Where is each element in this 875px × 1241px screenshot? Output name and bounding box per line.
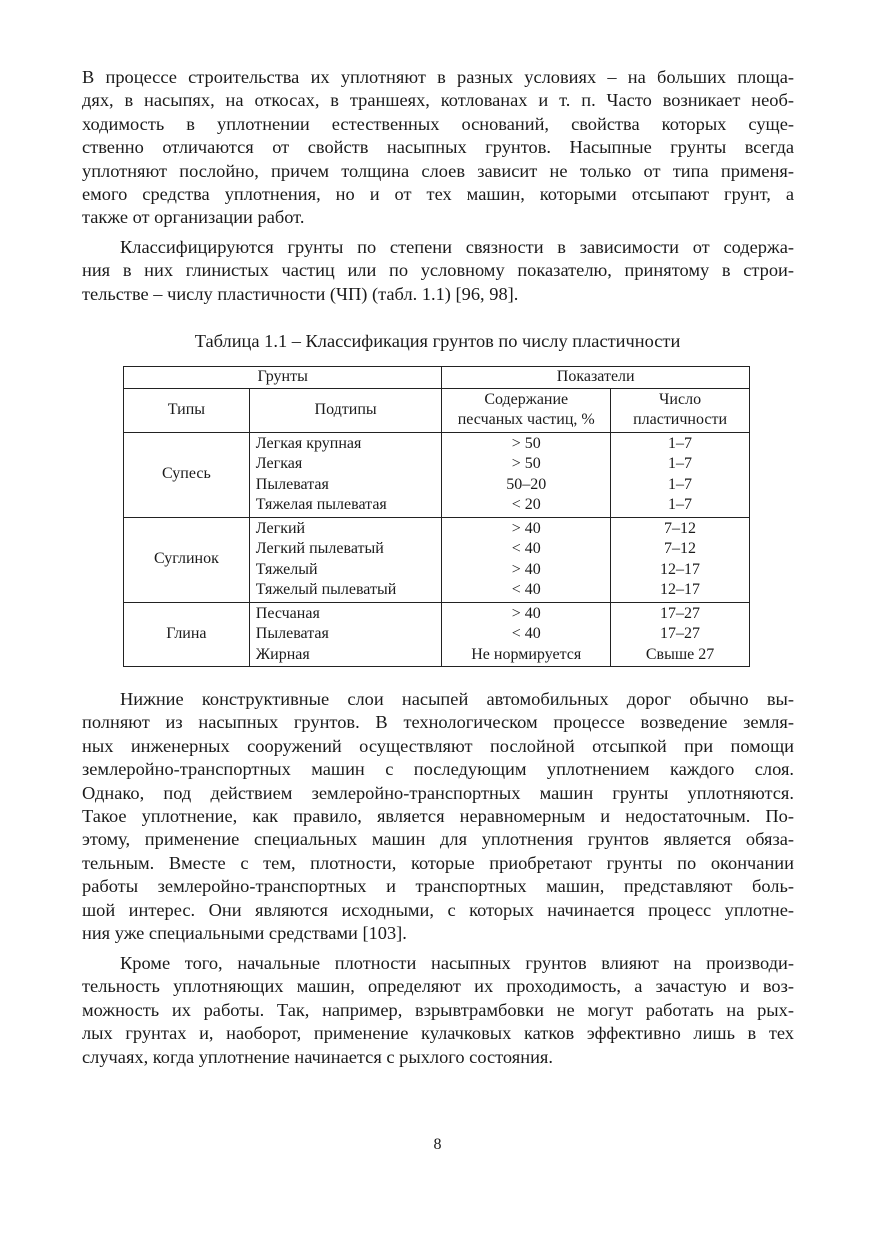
cell-line: 7–12 [664,540,697,557]
cell-line: Тяжелый [255,560,318,578]
cell-line: > 50 [511,455,541,472]
cell-line: 17–27 [660,604,701,622]
soil-classification-table [123,366,750,667]
cell-line: Пылеватая [255,625,329,642]
table-header-row-2 [124,388,750,432]
text-line: ходимость в уплотнении естественных оснований, свойства которых суще- [82,113,794,134]
header-plasticity-index: Число пластичности [611,388,750,432]
cell-line: > 40 [511,519,541,537]
cell-line: 1–7 [668,455,693,472]
cell-line: 1–7 [668,475,693,493]
plasticity-index-cell [611,517,750,602]
text-line: можность их работы. Так, например, взрывтрамбовки не могут работать на рых- [82,999,794,1020]
table-row [124,432,750,517]
text-line: этому, применение специальных машин для уплотнения грунтов является обяза- [82,829,794,850]
table-body [124,432,750,667]
paragraph-1 [82,66,794,230]
text-line: случаях, когда уплотнение начинается с рыхлого состояния. [82,1046,553,1067]
cell-line: Легкий [255,519,306,537]
text-line: Нижние конструктивные слои насыпей автомобильных дорог обычно вы- [120,689,794,709]
text-line: уплотняют послойно, причем толщина слоев зависит не только от типа применя- [82,160,794,181]
cell-line: 12–17 [660,581,701,598]
text-line: тельность уплотняющих машин, определяют их проходимость, а зачастую и воз- [82,976,794,997]
table-row [124,517,750,602]
cell-line: < 40 [511,581,541,598]
cell-line: Легкий пылеватый [255,540,384,557]
cell-line: Легкая крупная [255,434,362,452]
table-row [124,602,750,667]
text-line: ния уже специальными средствами [103]. [82,923,407,944]
cell-line: > 40 [511,604,541,622]
cell-line: < 40 [511,540,541,557]
text-line: дях, в насыпях, на откосах, в траншеях, котлованах и т. п. Часто возникает необ- [82,90,794,111]
text-line: шой интерес. Они являются исходными, с которых начинается процесс уплотне- [82,899,794,920]
cell-line: Легкая [255,455,303,472]
table-caption: Таблица 1.1 – Классификация грунтов по числу пластичности [194,331,681,351]
subtype-list-cell [249,517,442,602]
paragraph-4 [82,952,794,1069]
plasticity-index-cell [611,432,750,517]
text-line: полняют из насыпных грунтов. В технологическом процессе возведение земля- [82,712,794,733]
header-types: Типы [124,388,250,432]
soil-type-cell: Суглинок [124,517,250,602]
text-line: тельстве – числу пластичности (ЧП) (табл. 1.1) [96, 98]. [82,283,519,304]
page-number: 8 [433,1136,442,1153]
text-line: Такое уплотнение, как правило, является неравномерным и недостаточным. По- [82,806,794,827]
text-line: лых грунтах и, наоборот, применение кулачковых катков эффективно лишь в тех [82,1023,794,1044]
table-header-row-1 [124,367,750,389]
text-line: ственно отличаются от свойств насыпных грунтов. Насыпные грунты всегда [82,137,794,158]
text-line: работы землеройно-транспортных и транспортных машин, представляют боль- [82,876,794,897]
cell-line: 17–27 [660,625,701,642]
paragraph-2 [82,236,794,306]
text-line: Классифицируются грунты по степени связности в зависимости от содержа- [120,237,794,257]
plasticity-index-cell [611,602,750,667]
cell-line: Тяжелый пылеватый [255,581,397,598]
text-line: емого средства уплотнения, но и от тех машин, которыми отсыпают грунт, а [82,184,794,205]
cell-line: > 50 [511,434,541,452]
text-line: В процессе строительства их уплотняют в разных условиях – на больших площа- [82,67,794,87]
text-line: ния в них глинистых частиц или по условному показателю, принятому в строи- [82,260,794,281]
text-line: ных инженерных сооружений осуществляют послойной отсыпкой при помощи [82,735,794,756]
soil-type-cell: Глина [124,602,250,667]
header-indicators: Показатели [442,367,750,389]
text-line: землеройно-транспортных машин с последующим уплотнением каждого слоя. [82,759,794,780]
sand-content-cell [442,602,611,667]
text-line: Кроме того, начальные плотности насыпных грунтов влияют на производи- [120,953,794,973]
cell-line: 12–17 [660,560,701,578]
cell-line: Не нормируется [471,645,582,663]
cell-line: Свыше 27 [645,645,715,663]
cell-line: < 20 [511,496,541,513]
cell-line: > 40 [511,560,541,578]
cell-line: 1–7 [668,496,693,513]
cell-line: Жирная [255,645,310,663]
cell-line: Пылеватая [255,475,329,493]
soil-type-cell: Супесь [124,432,250,517]
header-soils: Грунты [124,367,442,389]
header-sand-content: Содержание песчаных частиц, % [442,388,611,432]
text-line: также от организации работ. [82,207,305,228]
sand-content-cell [442,432,611,517]
cell-line: 1–7 [668,434,693,452]
header-subtypes: Подтипы [249,388,442,432]
cell-line: Тяжелая пылеватая [255,496,387,513]
sand-content-cell [442,517,611,602]
paragraph-3 [82,688,794,945]
cell-line: 50–20 [506,475,547,493]
cell-line: < 40 [511,625,541,642]
cell-line: Песчаная [255,604,320,622]
cell-line: 7–12 [664,519,697,537]
subtype-list-cell [249,602,442,667]
text-line: тельным. Вместе с тем, плотности, которые приобретают грунты по окончании [82,852,794,873]
text-line: Однако, под действием землеройно-транспортных машин грунты уплотняются. [82,782,794,803]
subtype-list-cell [249,432,442,517]
